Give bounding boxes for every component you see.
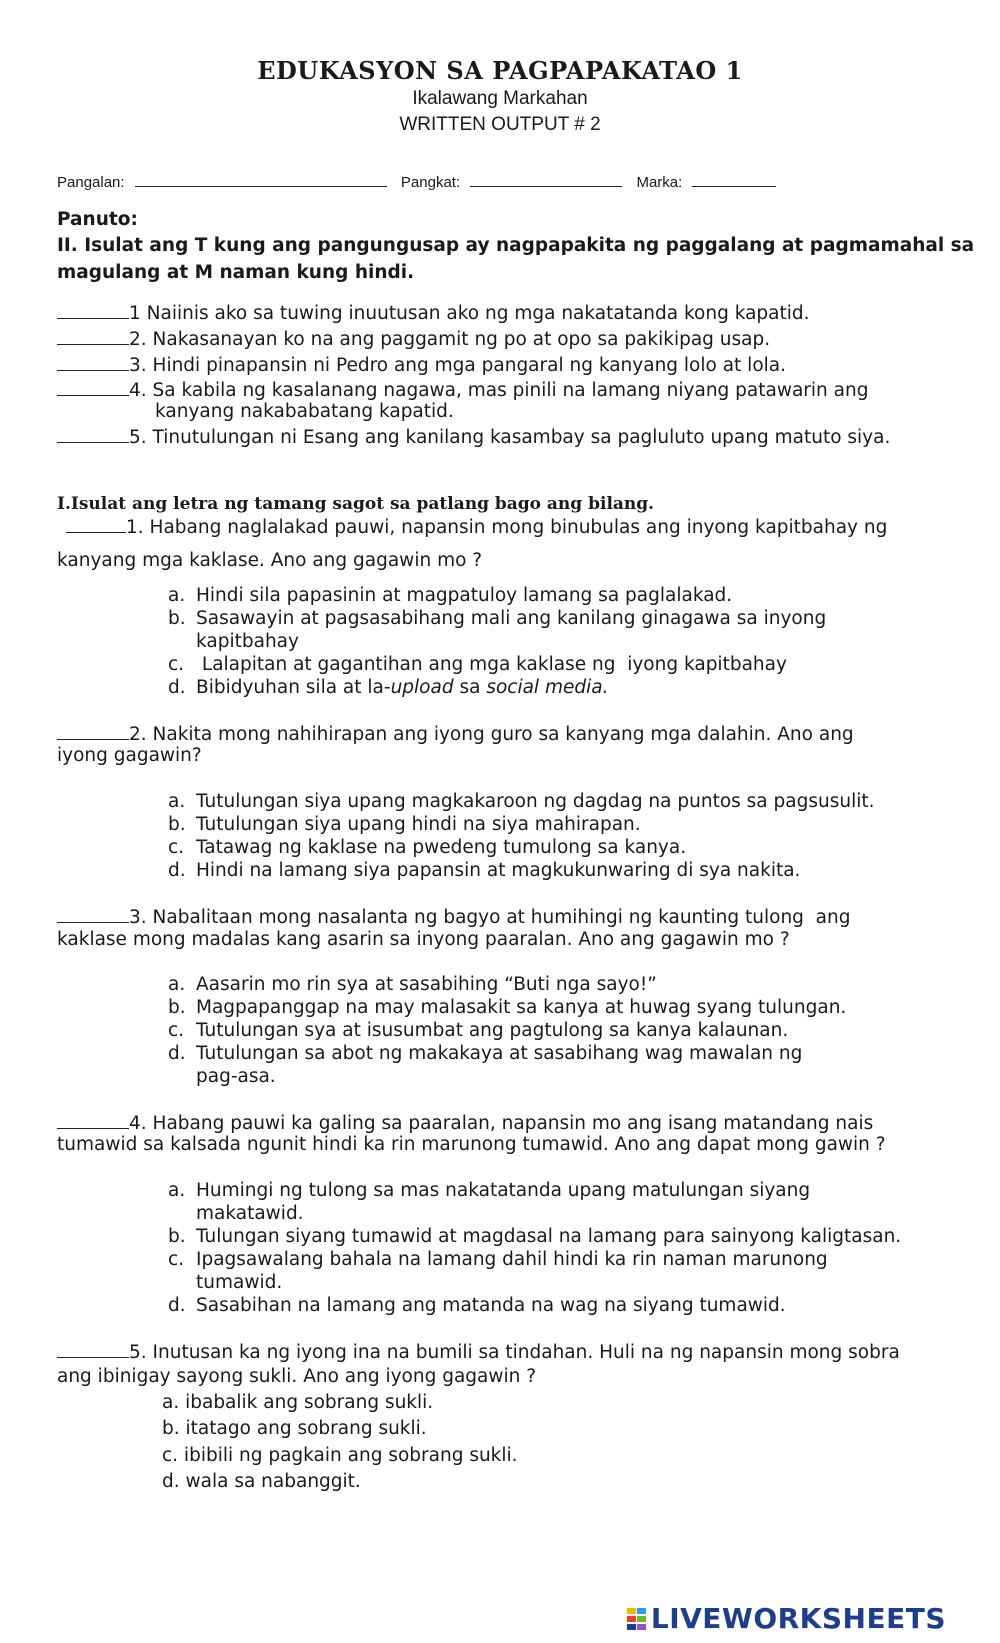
answer-blank[interactable]: [57, 1339, 129, 1358]
option-b[interactable]: b. Magpapanggap na may malasakit sa kanya at huwag syang tulungan.: [168, 997, 847, 1018]
question-3: 3. Nabalitaan mong nasalanta ng bagyo at humihingi ng kaunting tulong ang: [57, 904, 851, 930]
list-item-continuation: kanyang nakababatang kapatid.: [155, 401, 454, 422]
question-5: 5. Inutusan ka ng iyong ina na bumili sa tindahan. Huli na ng napansin mong sobra: [57, 1339, 900, 1365]
list-item: 1 Naiinis ako sa tuwing inuutusan ako ng mga nakatatanda kong kapatid.: [57, 300, 810, 326]
question-1: 1. Habang naglalakad pauwi, napansin mong binubulas ang inyong kapitbahay ng: [66, 514, 887, 540]
answer-blank[interactable]: [57, 904, 129, 923]
group-label: Pangkat:: [400, 174, 461, 191]
grade-field[interactable]: [692, 172, 776, 187]
question-4: 4. Habang pauwi ka galing sa paaralan, napansin mo ang isang matandang nais: [57, 1110, 873, 1136]
option-a[interactable]: a. ibabalik ang sobrang sukli.: [162, 1392, 434, 1413]
option-a[interactable]: a. Tutulungan siya upang magkakaroon ng dagdag na puntos sa pagsusulit.: [168, 791, 875, 812]
student-info-row: [57, 172, 776, 191]
option-b[interactable]: b. itatago ang sobrang sukli.: [162, 1418, 427, 1439]
option-a-continuation: makatawid.: [196, 1203, 304, 1224]
option-d[interactable]: d. Sasabihan na lamang ang matanda na wag na siyang tumawid.: [168, 1295, 786, 1316]
section-heading: I.Isulat ang letra ng tamang sagot sa patlang bago ang bilang.: [57, 494, 655, 514]
option-d[interactable]: d. wala sa nabanggit.: [162, 1471, 361, 1492]
answer-blank[interactable]: [57, 352, 129, 371]
option-c-continuation: tumawid.: [196, 1272, 283, 1293]
question-2: 2. Nakita mong nahihirapan ang iyong guro sa kanyang mga dalahin. Ano ang: [57, 721, 854, 747]
option-a[interactable]: a. Humingi ng tulong sa mas nakatatanda upang matulungan siyang: [168, 1180, 811, 1201]
list-item: 3. Hindi pinapansin ni Pedro ang mga pangaral ng kanyang lolo at lola.: [57, 352, 786, 378]
list-item: 4. Sa kabila ng kasalanang nagawa, mas pinili na lamang niyang patawarin ang: [57, 377, 868, 403]
quarter-subtitle: Ikalawang Markahan: [412, 88, 588, 109]
answer-blank[interactable]: [57, 1110, 129, 1129]
answer-blank[interactable]: [57, 424, 129, 443]
question-1-line2: kanyang mga kaklase. Ano ang gagawin mo ?: [57, 550, 483, 571]
grade-label: Marka:: [636, 174, 683, 191]
logo-mark-icon: [627, 1607, 647, 1633]
option-b[interactable]: b. Sasawayin at pagsasabihang mali ang kanilang ginagawa sa inyong: [168, 608, 827, 629]
list-item: 2. Nakasanayan ko na ang paggamit ng po at opo sa pakikipag usap.: [57, 326, 770, 352]
instructions-line2: magulang at M naman kung hindi.: [57, 262, 415, 283]
answer-blank[interactable]: [57, 326, 129, 345]
output-subtitle: WRITTEN OUTPUT # 2: [399, 114, 601, 135]
option-c[interactable]: c. Tutulungan sya at isusumbat ang pagtulong sa kanya kalaunan.: [168, 1020, 789, 1041]
answer-blank[interactable]: [66, 514, 126, 533]
question-2-line2: iyong gagawin?: [57, 745, 202, 766]
option-c[interactable]: c. Tatawag ng kaklase na pwedeng tumulong sa kanya.: [168, 837, 687, 858]
name-label: Pangalan:: [57, 174, 125, 191]
page-title: EDUKASYON SA PAGPAPAKATAO 1: [257, 56, 743, 85]
question-4-line2: tumawid sa kalsada ngunit hindi ka rin marunong tumawid. Ano ang dapat mong gawin ?: [57, 1134, 886, 1155]
option-a[interactable]: a. Aasarin mo rin sya at sasabihing “Buti nga sayo!”: [168, 974, 657, 995]
logo-text: LIVEWORKSHEETS: [650, 1602, 946, 1635]
liveworksheets-logo: [627, 1602, 946, 1635]
option-b[interactable]: b. Tulungan siyang tumawid at magdasal na lamang para sainyong kaligtasan.: [168, 1226, 902, 1247]
option-c[interactable]: c. Lalapitan at gagantihan ang mga kaklase ng iyong kapitbahay: [168, 654, 787, 675]
answer-blank[interactable]: [57, 300, 129, 319]
name-field[interactable]: [135, 172, 387, 187]
option-d[interactable]: d. Hindi na lamang siya papansin at magkukunwaring di sya nakita.: [168, 860, 801, 881]
option-a[interactable]: a. Hindi sila papasinin at magpatuloy lamang sa paglalakad.: [168, 585, 733, 606]
list-item: 5. Tinutulungan ni Esang ang kanilang kasambay sa pagluluto upang matuto siya.: [57, 424, 890, 450]
answer-blank[interactable]: [57, 721, 129, 740]
answer-blank[interactable]: [57, 377, 129, 396]
group-field[interactable]: [470, 172, 622, 187]
option-d-continuation: pag-asa.: [196, 1066, 276, 1087]
instructions-line1: II. Isulat ang T kung ang pangungusap ay nagpapakita ng paggalang at pagmamahal sa: [57, 235, 975, 256]
option-b-continuation: kapitbahay: [196, 631, 299, 652]
option-d[interactable]: d. Tutulungan sa abot ng makakaya at sasabihang wag mawalan ng: [168, 1043, 803, 1064]
question-3-line2: kaklase mong madalas kang asarin sa inyong paaralan. Ano ang gagawin mo ?: [57, 929, 790, 950]
option-d[interactable]: d. Bibidyuhan sila at la-upload sa social media.: [168, 677, 609, 698]
option-c[interactable]: c. ibibili ng pagkain ang sobrang sukli.: [162, 1445, 518, 1466]
question-5-line2: ang ibinigay sayong sukli. Ano ang iyong gagawin ?: [57, 1366, 537, 1387]
instructions-heading: Panuto:: [57, 209, 138, 230]
option-b[interactable]: b. Tutulungan siya upang hindi na siya mahirapan.: [168, 814, 641, 835]
option-c[interactable]: c. Ipagsawalang bahala na lamang dahil hindi ka rin naman marunong: [168, 1249, 828, 1270]
